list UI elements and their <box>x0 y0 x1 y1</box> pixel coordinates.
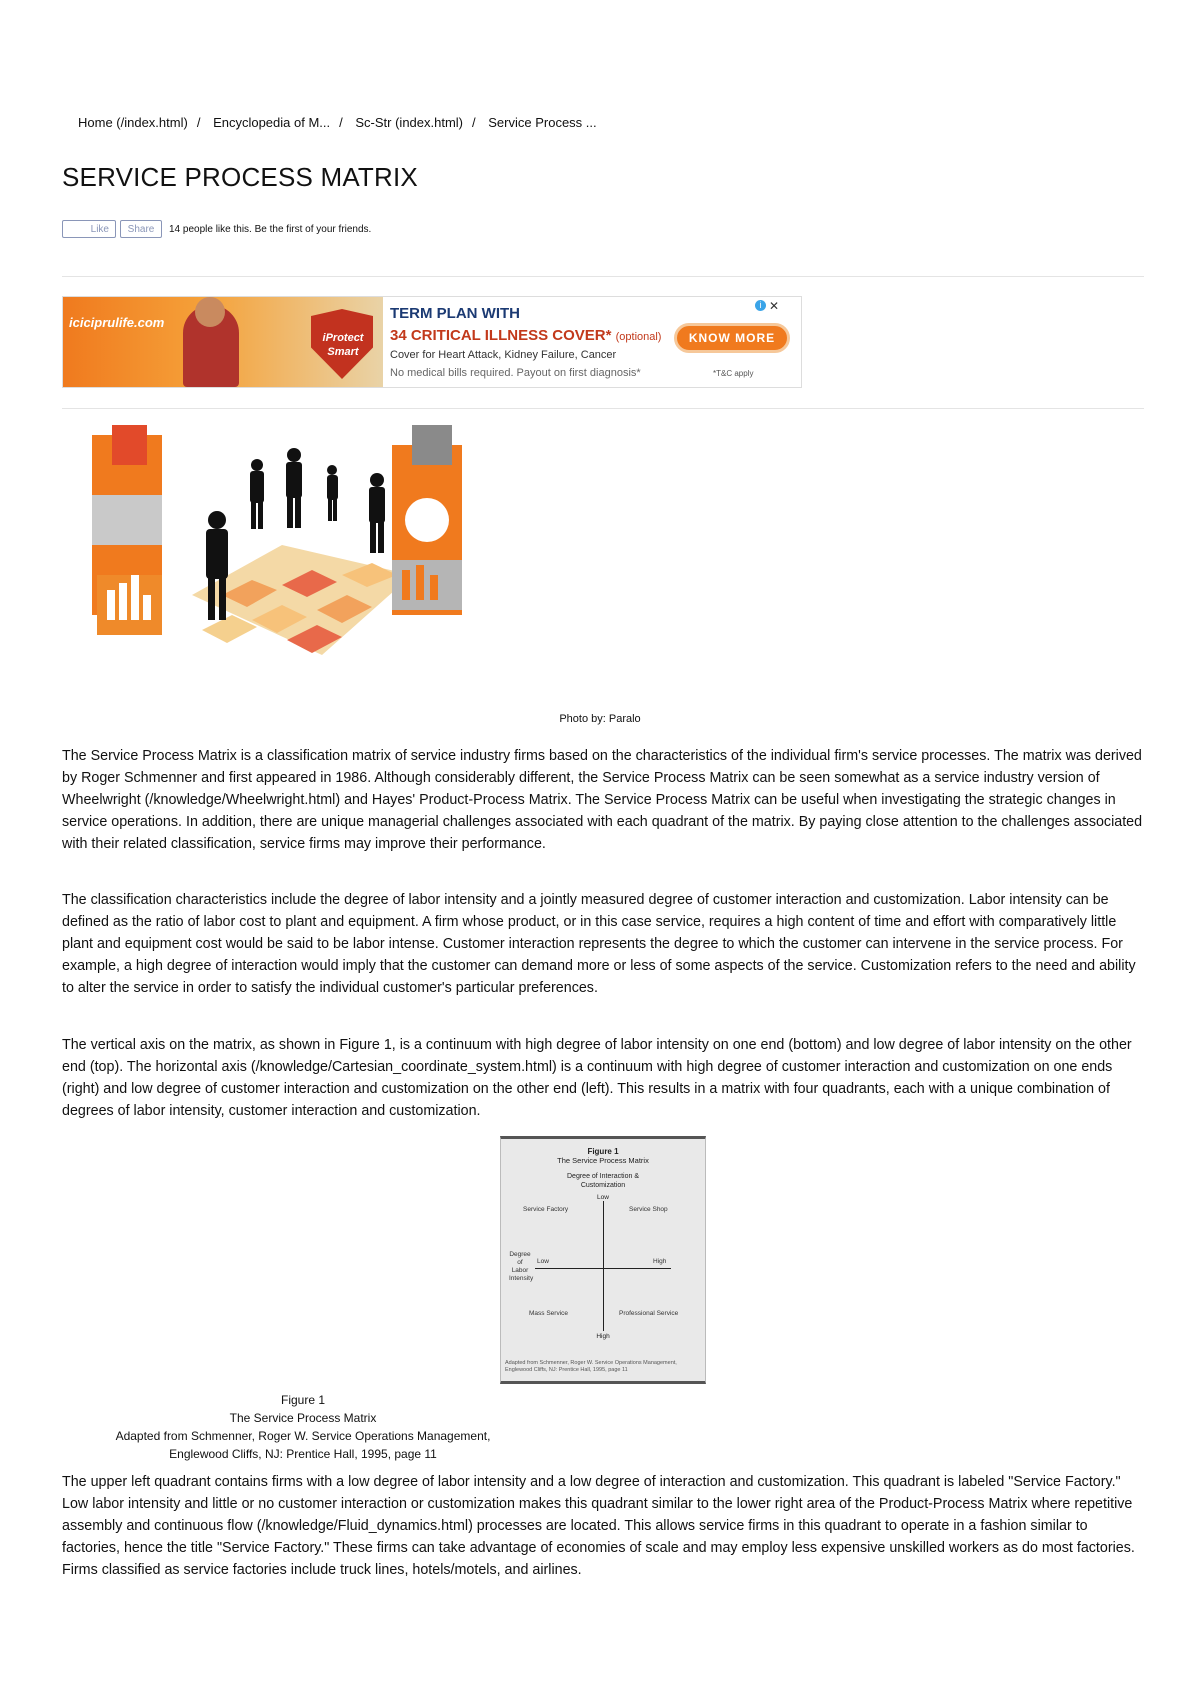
ad-shield-text: iProtect Smart <box>322 332 364 358</box>
right-puzzle-tower <box>392 425 462 615</box>
breadcrumb <box>78 115 597 130</box>
quadrant-professional-service: Professional Service <box>619 1310 679 1317</box>
business-people-puzzle-image <box>82 425 502 685</box>
breadcrumb-separator: / <box>472 115 476 130</box>
quadrant-service-factory: Service Factory <box>523 1206 569 1213</box>
divider <box>62 408 1144 409</box>
figure-caption-line-4: Englewood Cliffs, NJ: Prentice Hall, 1995, page 11 <box>169 1447 437 1461</box>
ad-line-1: Cover for Heart Attack, Kidney Failure, Cancer <box>390 349 617 361</box>
quadrant-mass-service: Mass Service <box>529 1310 569 1317</box>
ad-brand: iciciprulife.com <box>69 315 165 330</box>
page-title: SERVICE PROCESS MATRIX <box>62 162 418 192</box>
divider <box>62 276 1144 277</box>
share-button[interactable]: Share <box>120 220 162 238</box>
breadcrumb-separator: / <box>339 115 343 130</box>
breadcrumb-home[interactable]: Home (/index.html) <box>78 115 188 130</box>
breadcrumb-encyclopedia[interactable]: Encyclopedia of M... <box>213 115 331 130</box>
paragraph-1: The Service Process Matrix is a classification matrix of service industry firms based on the characteristics of the individual firm's service processes. The matrix was derived by Roger Schmenner and first appeared in 1986. Although considerably different, the Service Process Matrix can be seen somewhat as a service industry version of Wheelwright (/knowledge/Wheelwright.html) and Hayes' Product-Process Matrix. The Service Process Matrix can be useful when investigating the strategic changes in service operations. In addition, there are unique managerial challenges associated with each quadrant of the matrix. By paying close attention to the challenges associated with their related classification, service firms may improve their performance. <box>62 748 1143 852</box>
photo-caption: Photo by: Paralo <box>559 713 641 725</box>
paragraph-3: The vertical axis on the matrix, as shown in Figure 1, is a continuum with high degree of labor intensity on one end (bottom) and low degree of labor intensity on the other end (top). The horizontal axis (/knowledge/Cartesian_coordinate_system.html) is a continuum with high degree of customer interaction and customization on one ends (right) and low degree of customer interaction and customization on the other end (left). This results in a matrix with four quadrants, each with a unique combination of degrees of labor intensity, customer interaction and customization. <box>62 1037 1132 1119</box>
figure-top-axis-label: Degree of Interaction & Customization <box>567 1173 639 1189</box>
ad-info-icon[interactable]: i <box>755 300 766 311</box>
figure-caption-line-3: Adapted from Schmenner, Roger W. Service Operations Management, <box>115 1429 491 1443</box>
ad-headline-1: TERM PLAN WITH <box>390 305 520 322</box>
figure-horizontal-high: High <box>653 1258 667 1265</box>
ad-line-2: No medical bills required. Payout on first diagnosis* <box>390 367 641 379</box>
breadcrumb-sc-str[interactable]: Sc-Str (index.html) <box>355 115 464 130</box>
figure-caption <box>0 1391 606 1463</box>
left-puzzle-tower <box>92 425 162 635</box>
advertisement-banner[interactable] <box>62 296 802 388</box>
figure-left-axis-label: Degree of Labor Intensity <box>509 1251 534 1282</box>
figure-vertical-axis <box>603 1201 604 1331</box>
figure-1-image <box>500 1136 706 1384</box>
breadcrumb-separator: / <box>196 115 201 130</box>
ad-person-head <box>195 297 225 327</box>
paragraph-4: The upper left quadrant contains firms with a low degree of labor intensity and a low degree of interaction and customization. This quadrant is labeled "Service Factory." Low labor intensity and little or no customer interaction or customization makes this quadrant similar to the lower right area of the Product-Process Matrix where repetitive assembly and continuous flow (/knowledge/Fluid_dynamics.html) processes are located. This allows service firms in this quadrant to operate in a fashion similar to factories, hence the title "Service Factory." These firms can take advantage of economies of scale and may employ less expensive unskilled workers as do most factories. Firms classified as service factories include truck lines, hotels/motels, and airlines. <box>62 1474 1135 1578</box>
quadrant-service-shop: Service Shop <box>629 1206 668 1213</box>
breadcrumb-current: Service Process ... <box>488 115 597 130</box>
figure-caption-line-2: The Service Process Matrix <box>229 1411 377 1425</box>
figure-title: Figure 1 <box>587 1147 619 1156</box>
figure-horizontal-low: Low <box>537 1258 549 1265</box>
ad-terms: *T&C apply <box>713 369 754 378</box>
figure-caption-line-1: Figure 1 <box>280 1393 326 1407</box>
figure-subtitle: The Service Process Matrix <box>557 1156 649 1165</box>
social-bar <box>62 219 371 239</box>
figure-horizontal-axis <box>535 1268 671 1269</box>
like-button[interactable]: Like <box>62 220 116 238</box>
like-count-text: 14 people like this. Be the first of your friends. <box>169 223 372 235</box>
figure-bottom-high: High <box>596 1333 610 1340</box>
know-more-button[interactable]: KNOW MORE <box>674 323 790 353</box>
paragraph-2: The classification characteristics include the degree of labor intensity and a jointly measured degree of customer interaction and customization. Labor intensity can be defined as the ratio of labor cost to plant and equipment. A firm whose product, or in this case service, requires a high content of time and effort with comparatively little plant and equipment cost would be said to be labor intense. Customer interaction represents the degree to which the customer can intervene in the service process. For example, a high degree of interaction would imply that the customer can demand more or less of some aspects of the service. Customization refers to the need and ability to alter the service in order to satisfy the individual customer's particular preferences. <box>62 892 1136 996</box>
ad-close-icon[interactable]: ✕ <box>769 299 780 313</box>
figure-footnote: Adapted from Schmenner, Roger W. Service Operations Management, Englewood Cliffs, NJ: Prentice Hall, 1995, page 11 <box>505 1360 677 1373</box>
ad-headline-2: 34 CRITICAL ILLNESS COVER* (optional) <box>390 327 662 344</box>
figure-top-low: Low <box>597 1194 609 1201</box>
